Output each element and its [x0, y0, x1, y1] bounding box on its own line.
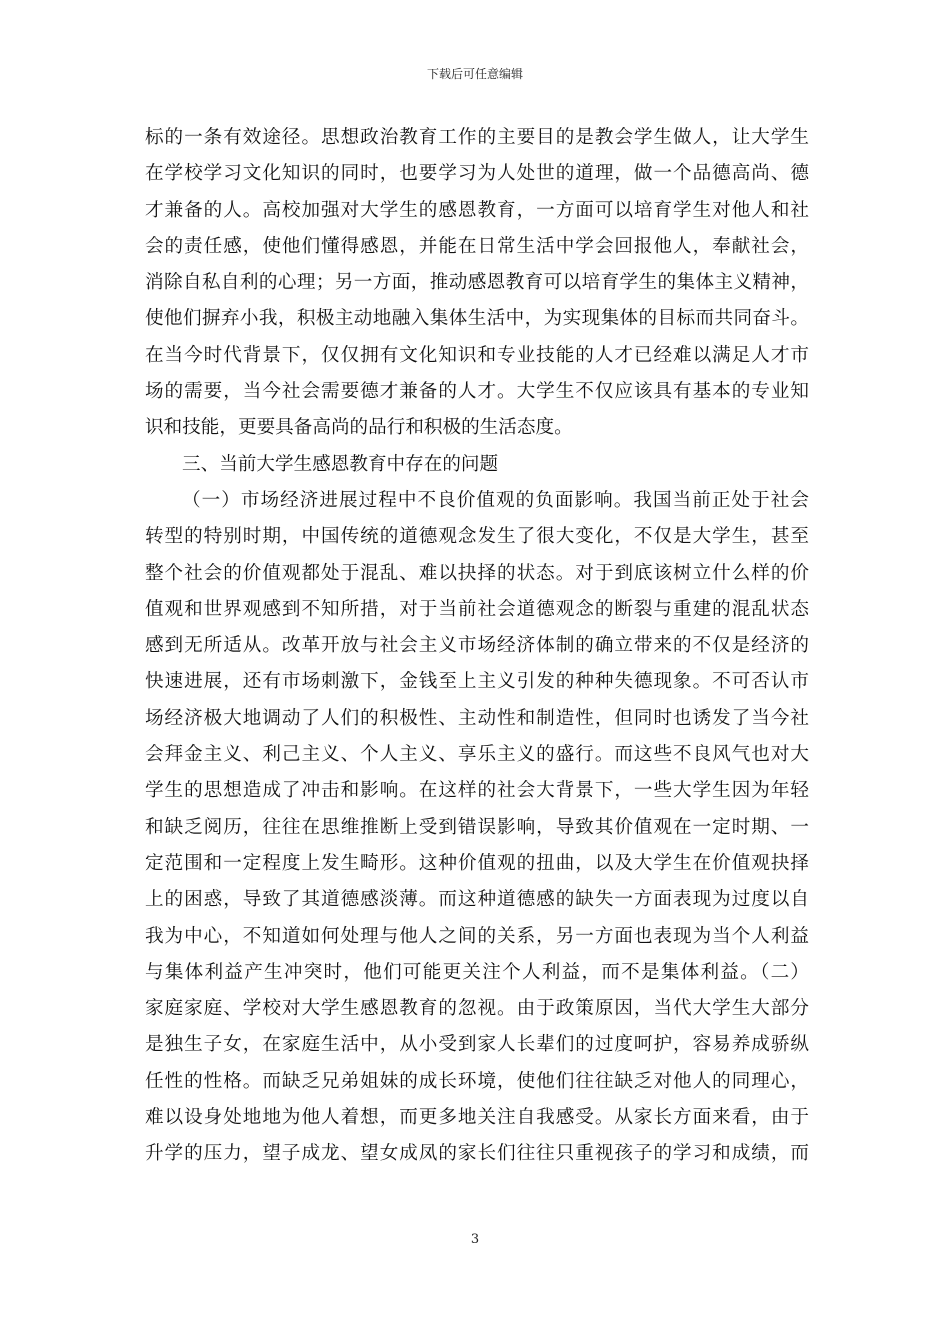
text-line: 场经济极大地调动了人们的积极性、主动性和制造性，但同时也诱发了当今社: [145, 707, 809, 729]
text-line: 三、当前大学生感恩教育中存在的问题: [182, 453, 499, 475]
text-line: 升学的压力，望子成龙、望女成凤的家长们往往只重视孩子的学习和成绩，而: [145, 1143, 809, 1165]
text-line: 标的一条有效途径。思想政治教育工作的主要目的是教会学生做人，让大学生: [145, 127, 809, 148]
text-line: 上的困惑，导致了其道德感淡薄。而这种道德感的缺失一方面表现为过度以自: [145, 889, 809, 911]
text-line: 识和技能，更要具备高尚的品行和积极的生活态度。: [145, 417, 573, 439]
text-line: 学生的思想造成了冲击和影响。在这样的社会大背景下，一些大学生因为年轻: [145, 780, 809, 802]
document-body: [145, 120, 809, 1173]
text-line: 整个社会的价值观都处于混乱、难以抉择的状态。对于到底该树立什么样的价: [145, 562, 809, 584]
text-line: 场的需要，当今社会需要德才兼备的人才。大学生不仅应该具有基本的专业知: [145, 381, 809, 403]
text-line: 任性的性格。而缺乏兄弟姐妹的成长环境，使他们往往缺乏对他人的同理心，: [145, 1070, 809, 1092]
text-line: 和缺乏阅历，往往在思维推断上受到错误影响，导致其价值观在一定时期、一: [145, 816, 809, 838]
text-line: 定范围和一定程度上发生畸形。这种价值观的扭曲，以及大学生在价值观抉择: [145, 852, 809, 874]
text-line: 感到无所适从。改革开放与社会主义市场经济体制的确立带来的不仅是经济的: [145, 635, 809, 657]
text-line: 与集体利益产生冲突时，他们可能更关注个人利益，而不是集体利益。（二）: [145, 961, 809, 983]
text-line: （一）市场经济进展过程中不良价值观的负面影响。我国当前正处于社会: [182, 489, 809, 511]
text-line: 使他们摒弃小我，积极主动地融入集体生活中，为实现集体的目标而共同奋斗。: [145, 308, 809, 330]
text-line: 在当今时代背景下，仅仅拥有文化知识和专业技能的人才已经难以满足人才市: [145, 344, 809, 366]
text-line: 难以设身处地地为他人着想，而更多地关注自我感受。从家长方面来看，由于: [145, 1107, 809, 1129]
text-line: 会的责任感，使他们懂得感恩，并能在日常生活中学会回报他人，奉献社会，: [145, 235, 809, 257]
page-header: 下载后可任意编辑: [426, 67, 523, 81]
text-line: 会拜金主义、利己主义、个人主义、享乐主义的盛行。而这些不良风气也对大: [145, 744, 809, 766]
text-line: 值观和世界观感到不知所措，对于当前社会道德观念的断裂与重建的混乱状态: [145, 598, 809, 620]
text-line: 家庭家庭、学校对大学生感恩教育的忽视。由于政策原因，当代大学生大部分: [145, 998, 809, 1020]
text-line: 是独生子女，在家庭生活中，从小受到家人长辈们的过度呵护，容易养成骄纵: [145, 1034, 809, 1056]
text-line: 转型的特别时期，中国传统的道德观念发生了很大变化，不仅是大学生，甚至: [145, 526, 809, 548]
text-line: 消除自私自利的心理；另一方面，推动感恩教育可以培育学生的集体主义精神，: [145, 272, 809, 294]
text-line: 才兼备的人。高校加强对大学生的感恩教育，一方面可以培育学生对他人和社: [145, 199, 809, 221]
text-line: 快速进展，还有市场刺激下，金钱至上主义引发的种种失德现象。不可否认市: [145, 671, 809, 693]
text-line: 我为中心，不知道如何处理与他人之间的关系，另一方面也表现为当个人利益: [145, 925, 809, 947]
page-number: 3: [470, 1232, 480, 1247]
text-line: 在学校学习文化知识的同时，也要学习为人处世的道理，做一个品德高尚、德: [145, 163, 809, 185]
